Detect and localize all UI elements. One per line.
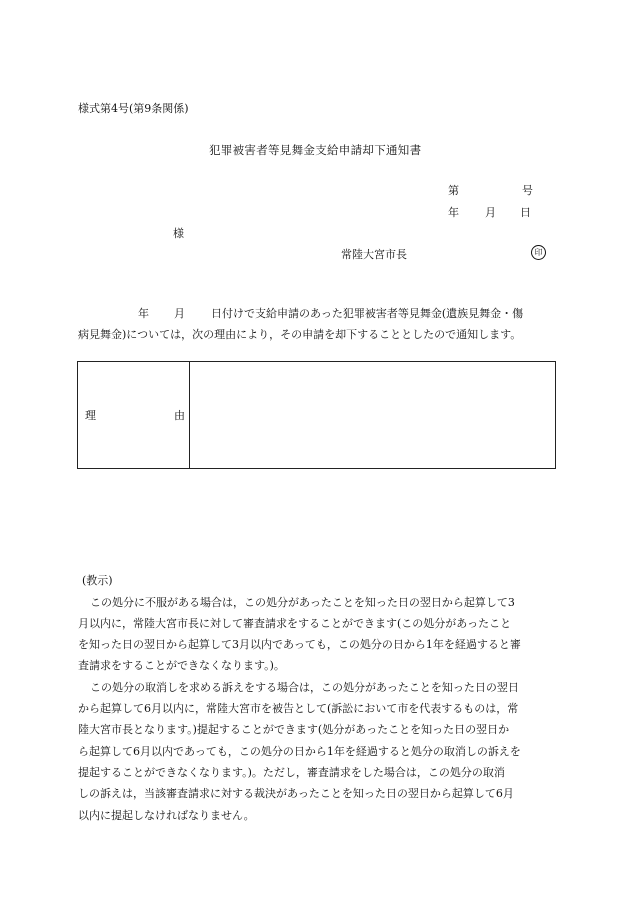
- date-month-label: 月: [485, 206, 496, 219]
- notice-line: 陸大宮市長となります。)提起することができます(処分があったことを知った日の翌日か: [78, 723, 510, 736]
- reason-label-yu: 由: [174, 409, 185, 422]
- addressee-suffix: 様: [173, 227, 184, 240]
- notice-line: から起算して6月以内に，常陸大宮市を被告として(訴訟において市を代表するものは，常: [78, 702, 519, 715]
- number-suffix: 号: [522, 184, 533, 197]
- notice-line: 以内に提起しなければなりません。: [78, 809, 255, 822]
- body-line-2: 病見舞金)については，次の理由により，その申請を却下することとしたので通知します。: [78, 328, 522, 341]
- notice-line: 月以内に，常陸大宮市長に対して審査請求をすることができます(この処分があったこと: [78, 617, 512, 630]
- document-title: 犯罪被害者等見舞金支給申請却下通知書: [209, 143, 422, 157]
- notice-line: 査請求をすることができなくなります。)。: [78, 659, 285, 672]
- body-line-1-text: 日付けで支給申請のあった犯罪被害者等見舞金(遺族見舞金・傷: [211, 307, 524, 320]
- notice-line: ら起算して6月以内であっても，この処分の日から1年を経過すると処分の取消しの訴えを: [78, 745, 521, 758]
- seal-mark-icon: 印: [531, 245, 546, 260]
- notice-line: この処分に不服がある場合は，この処分があったことを知った日の翌日から起算して3: [90, 596, 515, 609]
- date-year-label: 年: [448, 206, 459, 219]
- notice-line: しの訴えは，当該審査請求に対する裁決があったことを知った日の翌日から起算して6月: [78, 787, 514, 800]
- notice-line: 提起することができなくなります。)。ただし，審査請求をした場合は，この処分の取消: [78, 766, 505, 779]
- reason-label-ri: 理: [85, 409, 96, 422]
- reason-table: [77, 361, 556, 469]
- notice-heading: (教示): [82, 574, 113, 587]
- form-number: 様式第4号(第9条関係): [78, 102, 189, 115]
- notice-line: を知った日の翌日から起算して3月以内であっても，この処分の日から1年を経過すると審: [78, 638, 521, 651]
- body-line-1: [78, 308, 523, 319]
- reason-table-divider: [189, 362, 190, 468]
- issuer-name: 常陸大宮市長: [341, 248, 407, 261]
- number-prefix: 第: [448, 184, 459, 197]
- body-month-label: 月: [174, 307, 185, 320]
- notice-line: この処分の取消しを求める訴えをする場合は，この処分があったことを知った日の翌日: [90, 681, 519, 694]
- body-year-label: 年: [138, 307, 149, 320]
- date-day-label: 日: [520, 206, 531, 219]
